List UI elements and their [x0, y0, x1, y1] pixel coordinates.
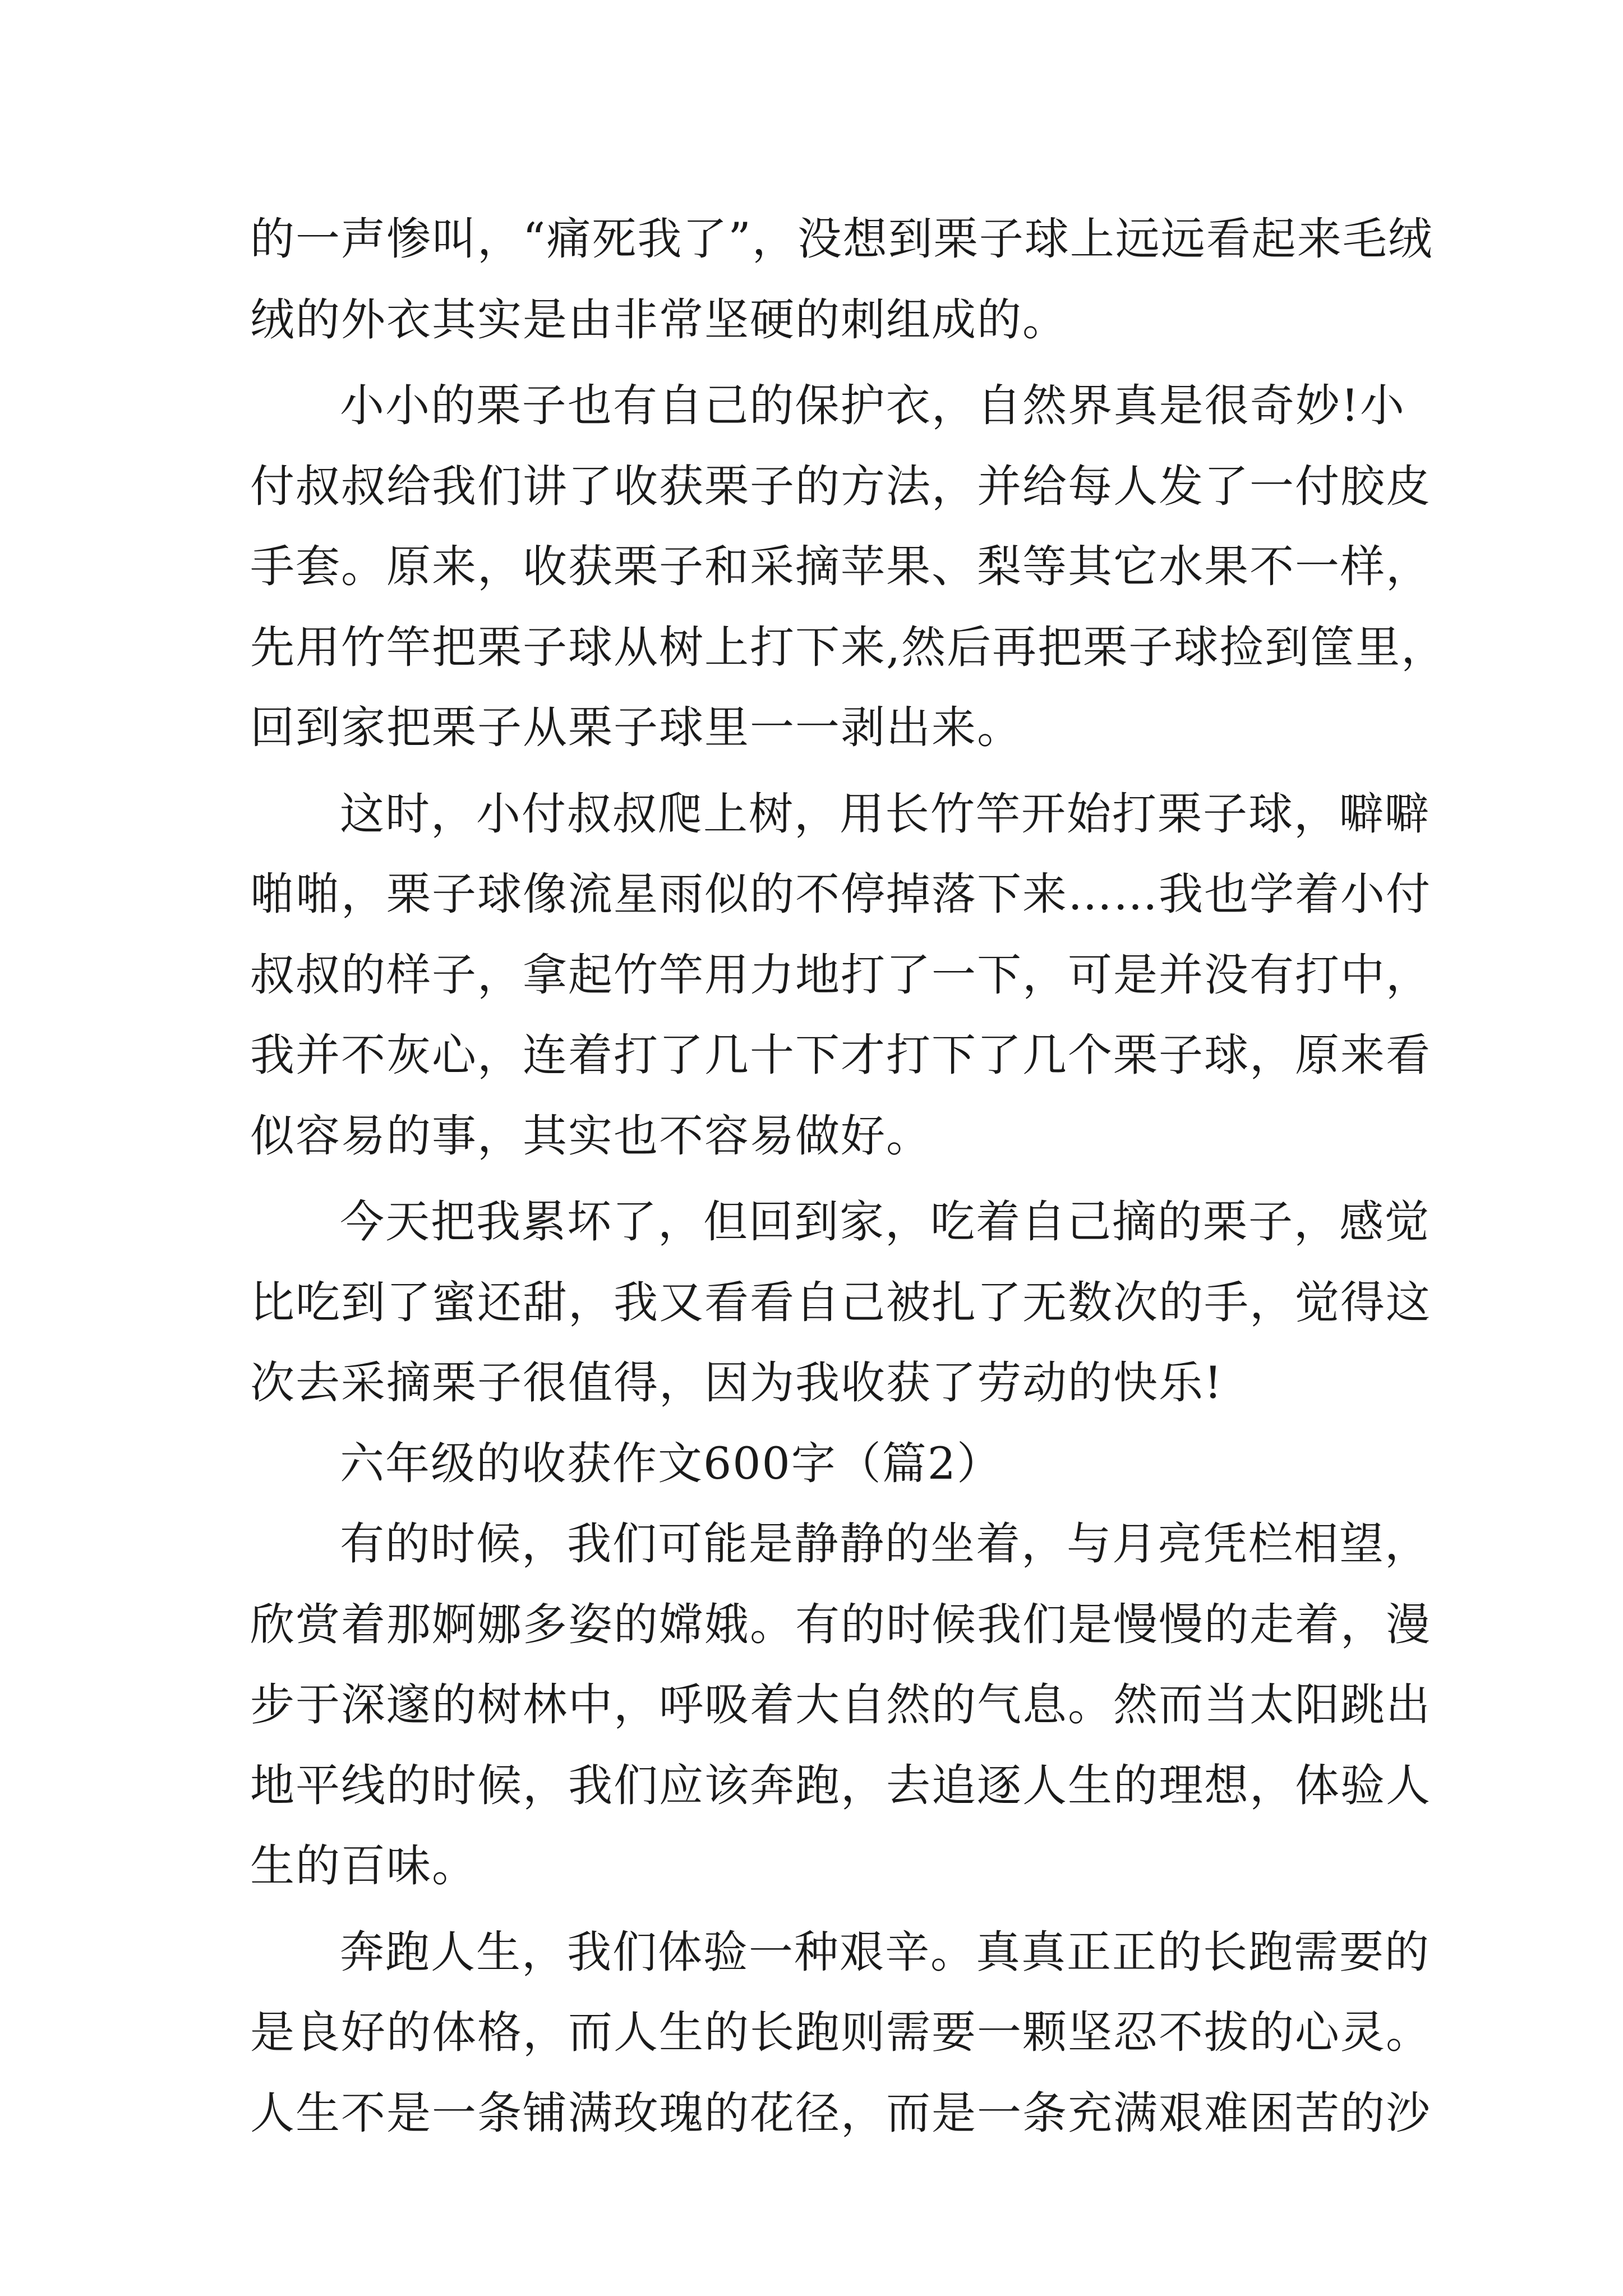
text-line: 有的时候，我们可能是静静的坐着，与月亮凭栏相望， [340, 1518, 1430, 1570]
paragraph-6 [250, 1504, 1431, 1907]
text-line: 这时，小付叔叔爬上树，用长竹竿开始打栗子球，噼噼 [340, 788, 1430, 840]
text-line: 地平线的时候，我们应该奔跑，去追逐人生的理想，体验人 [250, 1759, 1431, 1811]
section-heading [250, 1424, 1405, 1504]
text-line: 生的百味。 [250, 1840, 477, 1892]
text-line: 奔跑人生，我们体验一种艰辛。真真正正的长跑需要的 [340, 1926, 1430, 1978]
text-line: 先用竹竿把栗子球从树上打下来,然后再把栗子球捡到筐里， [250, 621, 1447, 673]
text-line: 欣赏着那婀娜多姿的嫦娥。有的时候我们是慢慢的走着，漫 [250, 1598, 1431, 1650]
text-line: 绒的外衣其实是由非常坚硬的刺组成的。 [250, 293, 1068, 346]
paragraph-7 [250, 1912, 1431, 2154]
text-line: 叔叔的样子，拿起竹竿用力地打了一下，可是并没有打中， [250, 949, 1431, 1001]
text-line: 的一声惨叫，“痛死我了”，没想到栗子球上远远看起来毛绒 [250, 213, 1433, 265]
paragraph-1 [250, 199, 1433, 360]
text-line: 小小的栗子也有自己的保护衣，自然界真是很奇妙!小 [340, 380, 1405, 431]
text-line: 啪啪，栗子球像流星雨似的不停掉落下来……我也学着小付 [250, 868, 1431, 920]
text-line: 付叔叔给我们讲了收获栗子的方法，并给每人发了一付胶皮 [250, 460, 1431, 512]
text-line: 比吃到了蜜还甜，我又看看自己被扎了无数次的手，觉得这 [250, 1276, 1431, 1328]
paragraph-2 [250, 366, 1447, 769]
text-line: 是良好的体格，而人生的长跑则需要一颗坚忍不拔的心灵。 [250, 2007, 1431, 2058]
text-line: 步于深邃的树林中，呼吸着大自然的气息。然而当太阳跳出 [250, 1679, 1431, 1731]
text-line: 似容易的事，其实也不容易做好。 [250, 1110, 932, 1162]
text-line: 我并不灰心，连着打了几十下才打下了几个栗子球，原来看 [250, 1029, 1431, 1081]
heading-line: 六年级的收获作文600字（篇2） [340, 1437, 1003, 1489]
paragraph-3 [250, 774, 1431, 1177]
text-line: 人生不是一条铺满玫瑰的花径，而是一条充满艰难困苦的沙 [250, 2087, 1431, 2139]
essay-body [250, 199, 1447, 2154]
text-line: 手套。原来，收获栗子和采摘苹果、梨等其它水果不一样， [250, 541, 1431, 592]
text-line: 次去采摘栗子很值得，因为我收获了劳动的快乐! [250, 1357, 1223, 1409]
paragraph-4 [250, 1182, 1431, 1424]
text-line: 回到家把栗子从栗子球里一一剥出来。 [250, 702, 1022, 753]
text-line: 今天把我累坏了，但回到家，吃着自己摘的栗子，感觉 [340, 1196, 1430, 1248]
